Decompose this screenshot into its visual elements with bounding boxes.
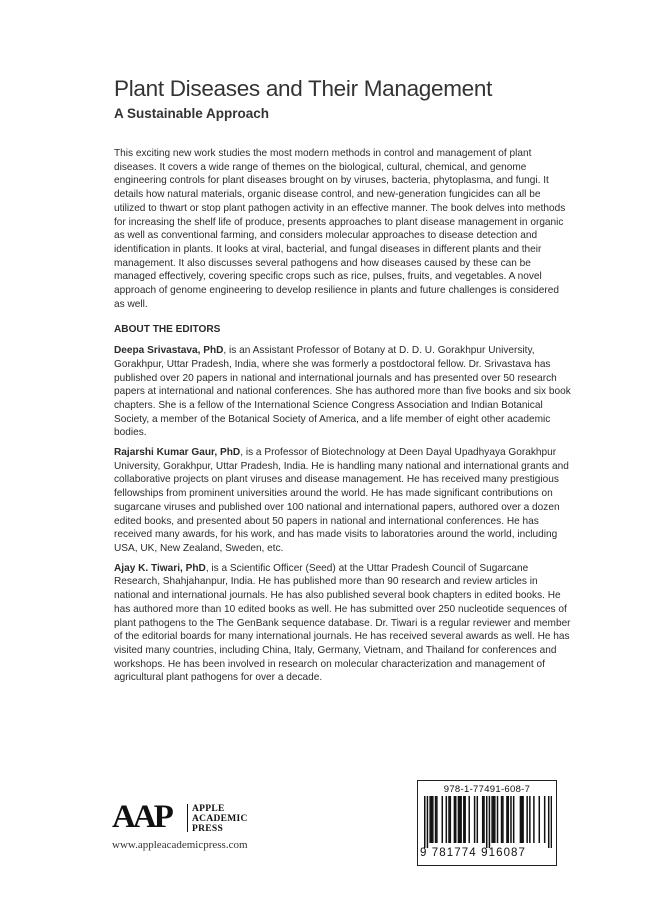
- barcode-bar: [427, 796, 429, 848]
- editor-bio: [114, 344, 572, 440]
- barcode-bar: [491, 796, 493, 843]
- barcode-bar: [482, 796, 484, 843]
- barcode-bar: [501, 796, 503, 843]
- barcode-bar: [483, 796, 485, 843]
- editor-bio-text: , is a Professor of Biotechnology at Deen Dayal Upadhyaya Gorakhpur University, Gorakhpur, Uttar Pradesh, India. He is handling many national and international grants and collaborative projects on plant viruses and disease management. He has received many prestigious fellowships from prominent universities around the world. He has made significant contributions on sugarcane viruses and published over 100 national and international papers, authored over a dozen edited books, and presented about 50 papers in national and international conferences. He has received many awards, for his work, and has made visits to laboratories around the world, including USA, UK, New Zealand, Sweden, etc.: [114, 447, 569, 554]
- barcode-bar: [506, 796, 508, 843]
- barcode-bar: [446, 796, 448, 843]
- editor-name: Rajarshi Kumar Gaur, PhD: [114, 447, 241, 459]
- barcode-bar: [502, 796, 504, 843]
- barcode-bar: [520, 796, 522, 843]
- barcode-bar: [448, 796, 450, 843]
- barcode-bar: [455, 796, 457, 843]
- barcode-bar: [539, 796, 541, 843]
- barcode-bars: [424, 796, 552, 848]
- barcode-bar: [497, 796, 499, 843]
- isbn-number: 978-1-77491-608-7: [443, 784, 531, 795]
- barcode-bar: [493, 796, 495, 843]
- book-description: This exciting new work studies the most modern methods in control and management of plant diseases. It covers a wide range of themes on the biological, cultural, chemical, and genome engineering controls for plant diseases brought on by viruses, bacteria, phytoplasma, and fungi. It details how natural materials, organic disease control, and new-generation fungicides can all be utilized to thwart or stop plant pathogen activity in an effective manner. The book delves into methods for increasing the shelf life of produce, presents approaches to plant disease management in organic as well as conventional farming, and considers molecular approaches to disease detection and identification in plants. It looks at viral, bacterial, and fungal diseases in different plants and their management. It also discusses several pathogens and how diseases caused by these can be managed effectively, covering specific crops such as rice, pulses, fruits, and vegetables. A novel approach of genome engineering to develop resilience in plants and future challenges is considered as well.: [114, 148, 566, 310]
- barcode-bar: [513, 796, 515, 843]
- barcode-bar: [463, 796, 465, 843]
- editor-bio: [114, 562, 572, 685]
- barcode-digits-right: 916087: [481, 847, 527, 859]
- barcode-bar: [460, 796, 462, 843]
- barcode-bar: [548, 796, 550, 848]
- editors-heading: ABOUT THE EDITORS: [114, 324, 221, 336]
- barcode-bar: [508, 796, 510, 843]
- barcode-bar: [551, 796, 552, 848]
- barcode-bar: [526, 796, 528, 843]
- barcode-bar: [464, 796, 466, 843]
- book-subtitle: A Sustainable Approach: [114, 106, 270, 121]
- barcode-bar: [529, 796, 531, 843]
- barcode-bar: [522, 796, 524, 843]
- barcode-bar: [544, 796, 546, 843]
- barcode-bar: [474, 796, 476, 843]
- editor-name: Ajay K. Tiwari, PhD: [114, 562, 206, 574]
- editor-bio-text: , is a Scientific Officer (Seed) at the Uttar Pradesh Council of Sugarcane Research, Shahjahanpur, India. He has published more than 90 research and review articles in national and international journals. He has also published several book chapters in edited books. He has authored more than 10 edited books as well. He has submitted over 250 nucleotide sequences of plant pathogens to the The GenBank sequence database. Dr. Tiwari is a regular reviewer and member of the editorial boards for many international journals. He has received several awards as well. He has visited many countries, including China, Italy, Germany, Vietnam, and Thailand for conferences and workshops. He has been involved in research on molecular characterization and management of agricultural plant pathogens for over a decade.: [114, 562, 571, 684]
- editor-name: Deepa Srivastava, PhD: [114, 345, 224, 357]
- barcode-bar: [442, 796, 444, 843]
- barcode-bar: [454, 796, 456, 843]
- barcode-bar: [432, 796, 434, 843]
- publisher-name-line: ACADEMIC: [192, 814, 248, 824]
- barcode-bar: [468, 796, 470, 843]
- barcode-bar: [477, 796, 479, 843]
- isbn-barcode: [417, 780, 557, 866]
- barcode-bar: [436, 796, 438, 843]
- editor-bio-text: , is an Assistant Professor of Botany at D. D. U. Gorakhpur University, Gorakhpur, Uttar Pradesh, India, where she was formerly a postdoctoral fellow. Dr. Srivastava has published over 20 papers in national and international journals and has presented over 50 research papers at international and national conferences. She has authored more than five books and six book chapters. She is a fellow of the International Science Congress Association and Indian Botanical Society, a member of the Botanical Society of America, and a life member of eight other academic bodies.: [114, 345, 571, 439]
- publisher-logo-divider: [187, 804, 188, 832]
- barcode-digits-left: 781774: [431, 847, 477, 859]
- barcode-bar: [533, 796, 535, 843]
- barcode-bar: [458, 796, 460, 843]
- barcode-bar: [424, 796, 426, 848]
- barcode-bar: [486, 796, 488, 848]
- barcode-bar: [435, 796, 437, 843]
- barcode-bar: [521, 796, 523, 843]
- barcode-digit-first: 9: [420, 847, 428, 859]
- editor-bio: [114, 446, 572, 556]
- publisher-block: [112, 800, 312, 860]
- barcode-bar: [431, 796, 433, 843]
- barcode-bar: [429, 796, 431, 843]
- publisher-name: [192, 804, 248, 834]
- cover-body: [114, 147, 572, 691]
- barcode-bar: [459, 796, 461, 843]
- barcode-bar: [494, 796, 496, 843]
- barcode-digits: [420, 847, 554, 859]
- barcode-bar: [510, 796, 512, 843]
- barcode-bar: [450, 796, 452, 843]
- publisher-logo: AAP: [112, 799, 171, 835]
- book-title: Plant Diseases and Their Management: [114, 76, 493, 101]
- barcode-bar: [489, 796, 491, 848]
- publisher-name-line: APPLE: [192, 804, 225, 814]
- publisher-url: www.appleacademicpress.com: [112, 839, 248, 851]
- publisher-name-line: PRESS: [192, 824, 224, 834]
